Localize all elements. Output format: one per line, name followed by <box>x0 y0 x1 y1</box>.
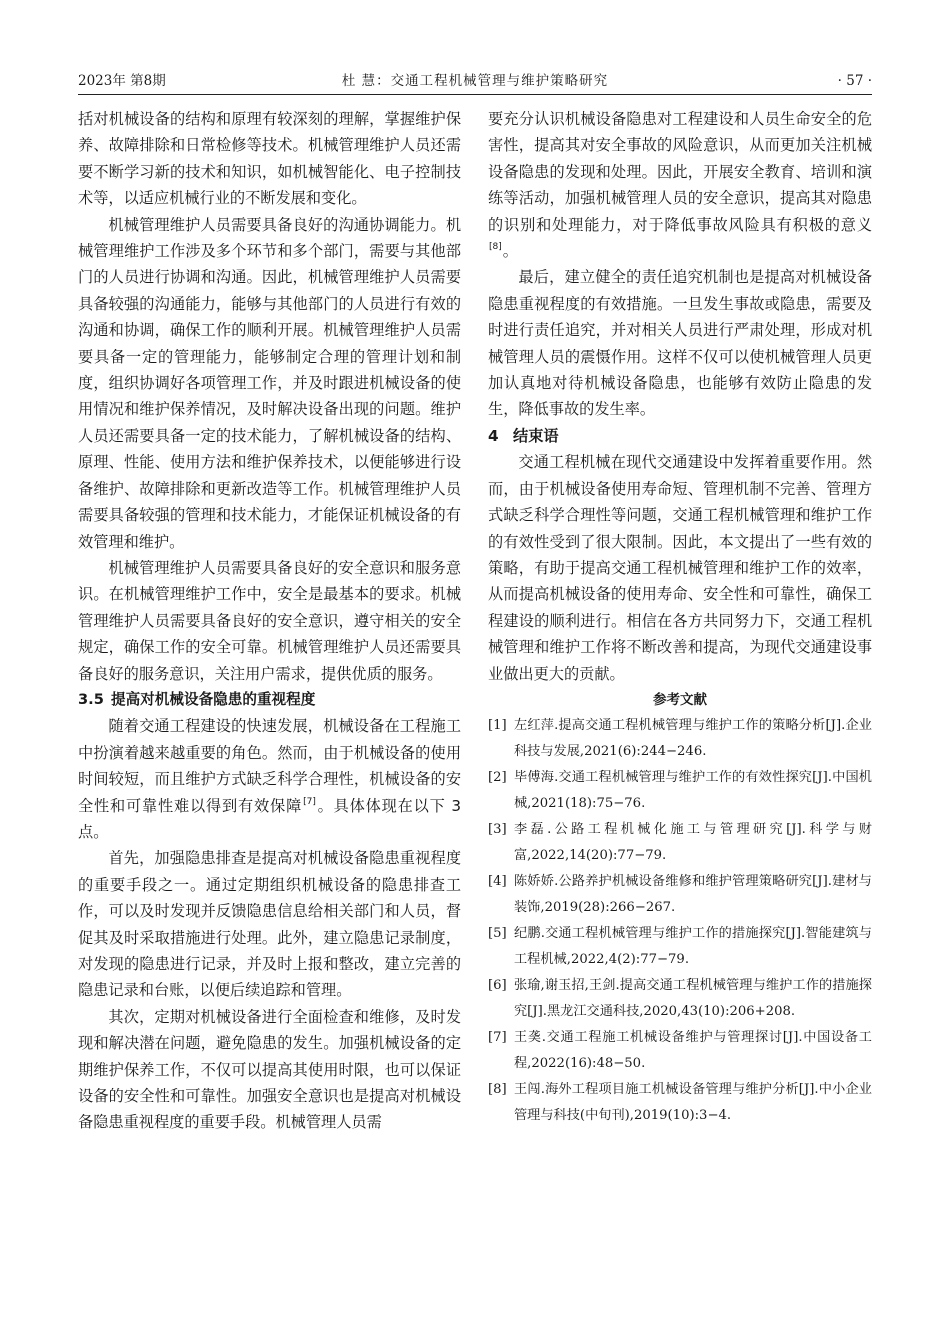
right-column <box>488 106 872 1129</box>
reference-number: [8] <box>488 1081 507 1097</box>
running-title: 杜 慧：交通工程机械管理与维护策略研究 <box>341 73 609 89</box>
journal-issue: 2023年 第8期 <box>78 73 166 89</box>
section-title: 提高对机械设备隐患的重视程度 <box>111 690 316 708</box>
reference-number: [5] <box>488 925 507 941</box>
reference-number: [4] <box>488 873 507 889</box>
citation-8: [8] <box>489 242 502 253</box>
section-title: 结束语 <box>513 426 559 445</box>
citation-7: [7] <box>303 796 316 807</box>
paragraph-text: 。具体体现在以下 3 点。 <box>78 796 461 841</box>
section-number: 4 <box>488 426 499 445</box>
running-header <box>78 70 872 92</box>
paragraph: 交通工程机械在现代交通建设中发挥着重要作用。然而，由于机械设备使用寿命短、管理机制不完善、管理方式缺乏科学合理性等问题，交通工程机械管理和维护工作的有效性受到了很大限制。因此，本文提出了一些有效的策略，有助于提高交通工程机械管理和维护工作的效率，从而提高机械设备的使用寿命、安全性和可靠性，确保工程建设的顺利进行。相信在各方共同努力下，交通工程机械管理和维护工作将不断改善和提高，为现代交通建设事业做出更大的贡献。 <box>488 453 872 683</box>
page-number: · 57 · <box>837 73 872 89</box>
header-rule <box>78 94 872 95</box>
reference-number: [1] <box>488 717 507 733</box>
paragraph-text: 。 <box>502 242 518 261</box>
reference-text: 毕傅海.交通工程机械管理与维护工作的有效性探究[J].中国机械,2021(18):75−76. <box>514 769 872 811</box>
reference-number: [7] <box>488 1029 507 1045</box>
left-column <box>78 106 461 1136</box>
reference-item <box>488 1025 872 1077</box>
reference-item <box>488 921 872 973</box>
reference-text: 李磊.公路工程机械化施工与管理研究[J].科学与财富,2022,14(20):77−79. <box>514 821 872 863</box>
reference-text: 陈娇娇.公路养护机械设备维修和维护管理策略研究[J].建材与装饰,2019(28):266−267. <box>514 873 872 915</box>
references-title: 参考文献 <box>653 691 707 708</box>
reference-item <box>488 765 872 817</box>
paragraph <box>488 106 872 264</box>
paragraph: 机械管理维护人员需要具备良好的沟通协调能力。机械管理维护工作涉及多个环节和多个部门，需要与其他部门的人员进行协调和沟通。因此，机械管理维护人员需要具备较强的沟通能力，能够与其他部门的人员进行有效的沟通和协调，确保工作的顺利开展。机械管理维护人员需要具备一定的管理能力，能够制定合理的管理计划和制度，组织协调好各项管理工作，并及时跟进机械设备的使用情况和维护保养情况，及时解决设备出现的问题。维护人员还需要具备一定的技术能力，了解机械设备的结构、原理、性能、使用方法和维护保养技术，以便能够进行设备维护、故障排除和更新改造等工作。机械管理维护人员需要具备较强的管理和技术能力，才能保证机械设备的有效管理和维护。 <box>78 215 461 551</box>
reference-text: 纪鹏.交通工程机械管理与维护工作的措施探究[J].智能建筑与工程机械,2022,4(2):77−79. <box>514 925 872 967</box>
reference-item <box>488 1077 872 1129</box>
paragraph: 最后，建立健全的责任追究机制也是提高对机械设备隐患重视程度的有效措施。一旦发生事故或隐患，需要及时进行责任追究，并对相关人员进行严肃处理，形成对机械管理人员的震慑作用。这样不仅可以使机械管理人员更加认真地对待机械设备隐患，也能够有效防止隐患的发生，降低事故的发生率。 <box>488 268 872 419</box>
reference-item <box>488 869 872 921</box>
reference-item <box>488 817 872 869</box>
reference-number: [2] <box>488 769 507 785</box>
reference-text: 王䶮.交通工程施工机械设备维护与管理探讨[J].中国设备工程,2022(16):48−50. <box>514 1029 872 1071</box>
reference-text: 张瑜,谢玉招,王剑.提高交通工程机械管理与维护工作的措施探究[J].黑龙江交通科技,2020,43(10):206+208. <box>514 977 872 1019</box>
section-heading-3-5 <box>78 687 461 713</box>
reference-text: 王闯.海外工程项目施工机械设备管理与维护分析[J].中小企业管理与科技(中旬刊),2019(10):3−4. <box>514 1081 872 1123</box>
paragraph: 机械管理维护人员需要具备良好的安全意识和服务意识。在机械管理维护工作中，安全是最基本的要求。机械管理维护人员需要具备良好的安全意识，遵守相关的安全规定，确保工作的安全可靠。机械管理维护人员还需要具备良好的服务意识，关注用户需求，提供优质的服务。 <box>78 558 461 683</box>
paragraph-text: 要充分认识机械设备隐患对工程建设和人员生命安全的危害性，提高其对安全事故的风险意识，从而更加关注机械设备隐患的发现和处理。因此，开展安全教育、培训和演练等活动，加强机械管理人员的安全意识，提高其对隐患的识别和处理能力，对于降低事故风险具有积极的意义 <box>488 110 872 234</box>
paragraph-text: 随着交通工程建设的快速发展，机械设备在工程施工中扮演着越来越重要的角色。然而，由于机械设备的使用时间较短，而且维护方式缺乏科学合理性，机械设备的安全性和可靠性难以得到有效保障 <box>78 717 461 815</box>
paragraph: 括对机械设备的结构和原理有较深刻的理解，掌握维护保养、故障排除和日常检修等技术。机械管理维护人员还需要不断学习新的技术和知识，如机械智能化、电子控制技术等，以适应机械行业的不断发展和变化。 <box>78 110 461 208</box>
reference-item <box>488 973 872 1025</box>
section-number: 3.5 <box>78 690 104 708</box>
reference-text: 左红萍.提高交通工程机械管理与维护工作的策略分析[J].企业科技与发展,2021(6):244−246. <box>514 717 872 759</box>
paragraph: 其次，定期对机械设备进行全面检查和维修，及时发现和解决潜在问题，避免隐患的发生。加强机械设备的定期维护保养工作，不仅可以提高其使用时限，也可以保证设备的安全性和可靠性。加强安全意识也是提高对机械设备隐患重视程度的重要手段。机械管理人员需 <box>78 1007 461 1132</box>
reference-number: [3] <box>488 821 507 837</box>
reference-list <box>488 713 872 1129</box>
paragraph <box>78 713 461 845</box>
reference-item <box>488 713 872 765</box>
paragraph: 首先，加强隐患排查是提高对机械设备隐患重视程度的重要手段之一。通过定期组织机械设备的隐患排查工作，可以及时发现并反馈隐患信息给相关部门和人员，督促其及时采取措施进行处理。此外，建立隐患记录制度，对发现的隐患进行记录，并及时上报和整改，建立完善的隐患记录和台账，以便后续追踪和管理。 <box>78 849 461 1000</box>
section-heading-4 <box>488 423 872 449</box>
reference-number: [6] <box>488 977 507 993</box>
